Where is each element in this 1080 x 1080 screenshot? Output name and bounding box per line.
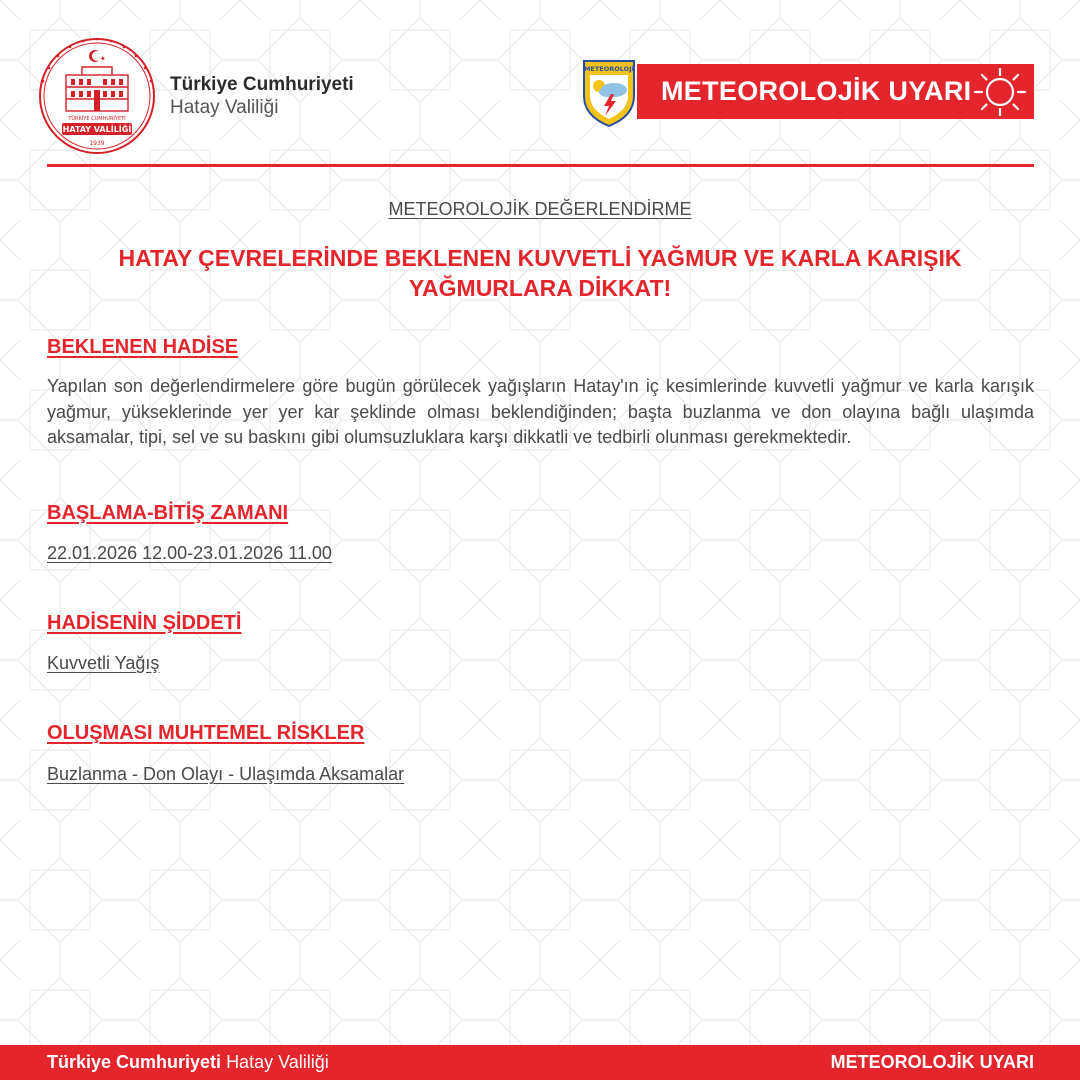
headline-line-1: HATAY ÇEVRELERİNDE BEKLENEN KUVVETLİ YAĞMUR VE KARLA KARIŞIK bbox=[118, 245, 962, 271]
section-title-expected-event: BEKLENEN HADİSE bbox=[47, 336, 239, 358]
seal-top-text: TÜRKİYE CUMHURİYETİ bbox=[68, 116, 126, 122]
org-unit: Hatay Valiliği bbox=[170, 97, 279, 118]
section-title-risks: OLUŞMASI MUHTEMEL RİSKLER bbox=[47, 722, 365, 744]
section-text-expected-event: Yapılan son değerlendirmelere göre bugün görülecek yağışların Hatay'ın iç kesimlerinde kuvvetli yağmur ve karla karışık yağmur, yükseklerinde yer yer kar şeklinde olması beklendiğinden; başta buzlanma ve don olayına bağlı ulaşımda aksamalar, tipi, sel ve su baskını gibi olumsuzluklara karşı dikkatli ve tedbirli olunması gerekmektedir. bbox=[47, 376, 1034, 447]
section-text-risks: Buzlanma - Don Olayı - Ulaşımda Aksamalar bbox=[47, 764, 405, 784]
footer-org-unit: Hatay Valiliği bbox=[226, 1052, 329, 1072]
section-title-severity: HADİSENİN ŞİDDETİ bbox=[47, 612, 242, 634]
met-logo-text: METEOROLOJİ bbox=[583, 65, 635, 73]
section-text-start-end-time: 22.01.2026 12.00-23.01.2026 11.00 bbox=[47, 543, 332, 563]
footer-bar bbox=[0, 1045, 1080, 1080]
footer-org-name: Türkiye Cumhuriyeti bbox=[47, 1052, 222, 1072]
warning-label: METEOROLOJİK UYARI bbox=[661, 76, 972, 106]
organization-block bbox=[170, 74, 354, 120]
footer-org bbox=[47, 1045, 329, 1080]
seal-name: HATAY VALİLİĞİ bbox=[62, 125, 132, 134]
section-text-severity: Kuvvetli Yağış bbox=[47, 653, 160, 673]
meteoroloji-shield-icon bbox=[581, 58, 637, 128]
headline-line-2: YAĞMURLARA DİKKAT! bbox=[408, 275, 672, 301]
header-divider bbox=[47, 164, 1034, 167]
footer-warning-label: METEOROLOJİK UYARI bbox=[830, 1052, 1034, 1072]
seal-year: 1939 bbox=[89, 140, 105, 147]
hatay-valiligi-seal-icon bbox=[38, 37, 156, 155]
page-subtitle: METEOROLOJİK DEĞERLENDİRME bbox=[388, 199, 692, 219]
sun-icon bbox=[971, 67, 1029, 117]
page-headline bbox=[90, 243, 990, 303]
org-name: Türkiye Cumhuriyeti bbox=[170, 74, 354, 95]
warning-banner bbox=[637, 64, 1034, 119]
section-title-start-end-time: BAŞLAMA-BİTİŞ ZAMANI bbox=[47, 502, 289, 524]
